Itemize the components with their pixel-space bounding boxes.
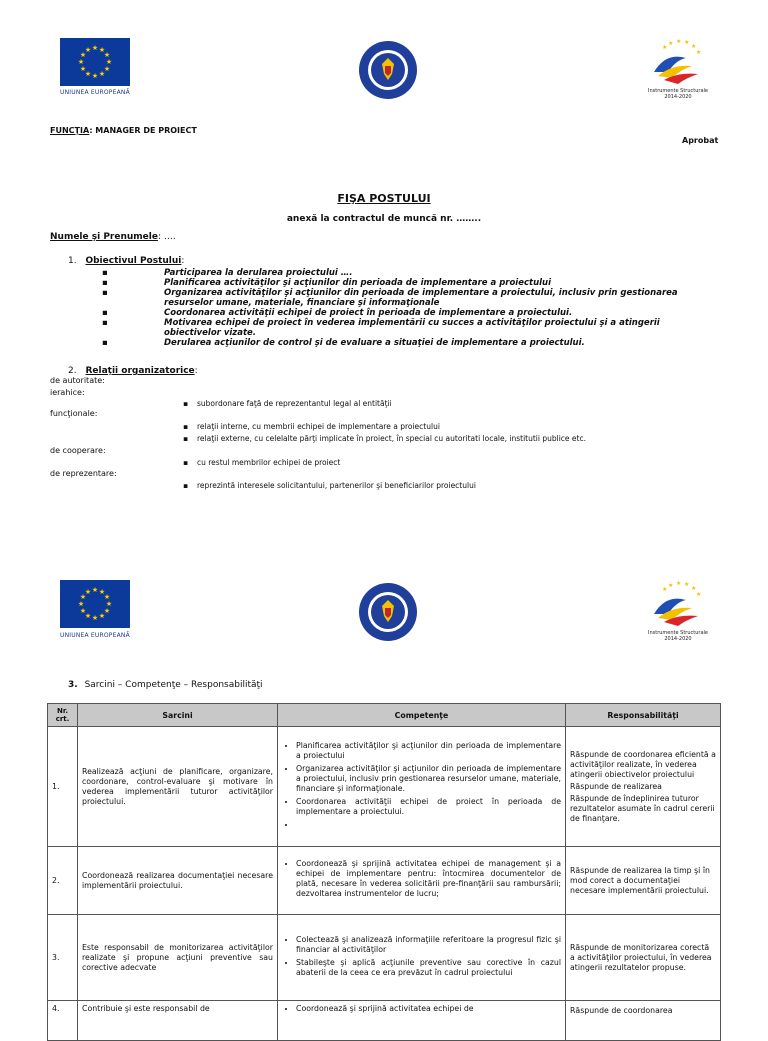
- function-label: FUNCŢIA: [50, 126, 90, 135]
- svg-text:★: ★: [84, 70, 92, 78]
- svg-text:★: ★: [103, 593, 111, 601]
- section-3-heading: [68, 680, 263, 690]
- svg-text:★: ★: [684, 581, 690, 588]
- government-seal-logo: [358, 40, 418, 100]
- section-2-colon: :: [194, 366, 198, 376]
- objective-item: ▪ Derularea acţiunilor de control şi de evaluare a situaţiei de implementare a proiectului.: [132, 338, 717, 348]
- svg-text:★: ★: [77, 600, 85, 608]
- responsibility-cell: [566, 915, 721, 1001]
- relation-item: ▪ reprezintă interesele solicitantului, partenerilor şi beneficiarilor proiectului: [183, 481, 717, 491]
- svg-text:★: ★: [91, 586, 99, 594]
- svg-text:★: ★: [84, 588, 92, 596]
- section-1-heading: [68, 256, 184, 266]
- svg-text:★: ★: [676, 580, 682, 587]
- svg-text:★: ★: [103, 51, 111, 59]
- objective-item: ▪ Planificarea activităţilor şi acţiunilor din perioada de implementare a proiectului: [132, 278, 717, 288]
- objective-item: ▪ Participarea la derularea proiectului ….: [132, 268, 717, 278]
- function-line: [50, 126, 197, 135]
- relation-item: ▪ subordonare faţă de reprezentantul legal al entităţii: [183, 399, 717, 409]
- table-row: [48, 847, 721, 915]
- section-2-title: Relaţii organizatorice: [85, 366, 195, 376]
- svg-text:★: ★: [668, 582, 674, 589]
- structural-instruments-logo: [646, 38, 710, 90]
- approved-label: Aprobat: [682, 136, 719, 145]
- name-line: [50, 232, 176, 242]
- eu-flag-logo: [60, 38, 130, 86]
- svg-text:★: ★: [105, 58, 113, 66]
- svg-text:★: ★: [105, 600, 113, 608]
- svg-text:★: ★: [696, 49, 702, 56]
- competence-cell: [278, 847, 566, 915]
- objective-item: ▪ Coordonarea activităţii echipei de proiect în perioada de implementare a proiectului.: [132, 308, 717, 318]
- relation-label-cooperation: de cooperare:: [50, 446, 106, 455]
- competence-item: • Coordonează şi sprijină activitatea echipei de: [296, 1004, 561, 1014]
- svg-text:★: ★: [84, 612, 92, 620]
- task-cell: Realizează acţiuni de planificare, organizare, coordonare, control-evaluare şi motivare în vederea implementării tuturor activităţilor proiectului.: [78, 727, 278, 847]
- is-caption: Instrumente Structurale 2014-2020: [648, 630, 708, 642]
- svg-text:★: ★: [79, 51, 87, 59]
- svg-text:★: ★: [98, 588, 106, 596]
- section-1-title: Obiectivul Postului: [85, 256, 182, 266]
- table-row: [48, 915, 721, 1001]
- eu-flag-logo: [60, 580, 130, 628]
- section-2-heading: [68, 366, 198, 376]
- responsibility-cell: [566, 847, 721, 915]
- competence-item: • Planificarea activităţilor şi acţiunilor din perioada de implementare a proiectului: [296, 741, 561, 761]
- svg-text:★: ★: [103, 607, 111, 615]
- objective-item: ▪ Motivarea echipei de proiect în vederea implementării cu succes a activităţilor proiectului şi a atingerii obiectivelor vizate.: [132, 318, 717, 338]
- responsibility-text: Răspunde de realizarea la timp şi în mod corect a documentaţiei necesare implementării proiectului.: [570, 865, 710, 895]
- objective-item: ▪ Organizarea activităţilor şi acţiunilor din perioada de implementare a proiectului, inclusiv prin gestionarea resurselor umane, materiale, financiare şi informaţionale: [132, 288, 717, 308]
- competence-cell: [278, 1001, 566, 1041]
- section-3-title: Sarcini – Competenţe – Responsabilităţi: [84, 680, 263, 690]
- relation-label-hierarchical: ierahice:: [50, 388, 85, 397]
- relation-item: ▪ relaţii interne, cu membrii echipei de implementare a proiectului: [183, 422, 717, 432]
- relation-item: ▪ relaţii externe, cu celelalte părţi implicate în proiect, în special cu autoritati locale, institutii publice etc.: [183, 434, 727, 444]
- competence-item: • Organizarea activităţilor şi acţiunilor din perioada de implementare a proiectului, inclusiv prin gestionarea resurselor umane, materiale, financiare şi informaţionale.: [296, 764, 561, 794]
- relation-label-authority: de autoritate:: [50, 376, 105, 385]
- responsibility-text: Răspunde de coordonarea eficientă a activităţilor realizate, în vederea atingerii obiectivelor proiectului: [570, 749, 716, 779]
- section-1-colon: :: [181, 256, 185, 266]
- relation-label-functional: funcţionale:: [50, 409, 98, 418]
- competence-item: • Coordonează şi sprijină activitatea echipei de management şi a echipei de implementare pentru: întocmirea documentelor de plată, necesare în vederea solicitării pre-finanţării sau rambursării; dezvoltarea instrumentelor de lucru;: [296, 859, 561, 899]
- row-number: 2.: [48, 847, 78, 915]
- task-cell: Coordonează realizarea documentaţiei necesare implementării proiectului.: [78, 847, 278, 915]
- eu-caption: UNIUNEA EUROPEANĂ: [60, 632, 130, 639]
- eu-caption: UNIUNEA EUROPEANĂ: [60, 89, 130, 96]
- document-subtitle: anexă la contractul de muncă nr. ……..: [286, 214, 482, 224]
- objectives-list: [132, 268, 717, 348]
- svg-text:★: ★: [662, 44, 668, 51]
- svg-text:★: ★: [98, 612, 106, 620]
- row-number: 3.: [48, 915, 78, 1001]
- svg-text:★: ★: [79, 593, 87, 601]
- responsibilities-table: [47, 703, 721, 1041]
- column-header-competente: Competenţe: [278, 704, 566, 727]
- svg-text:★: ★: [77, 58, 85, 66]
- responsibility-text: Răspunde de coordonarea: [570, 1006, 673, 1015]
- document-title: FIŞA POSTULUI: [337, 192, 431, 205]
- section-3-number: 3.: [68, 680, 78, 690]
- competence-cell: [278, 915, 566, 1001]
- row-number: 1.: [48, 727, 78, 847]
- svg-text:★: ★: [691, 585, 697, 592]
- responsibility-text: Răspunde de îndeplinirea tuturor rezultatelor asumate în cadrul cererii de finanţare.: [570, 793, 715, 823]
- column-header-nr: Nr. crt.: [48, 704, 78, 727]
- government-seal-logo: [358, 582, 418, 642]
- function-value: : MANAGER DE PROIECT: [89, 126, 197, 135]
- svg-text:★: ★: [98, 46, 106, 54]
- responsibility-cell: [566, 1001, 721, 1041]
- svg-text:★: ★: [662, 586, 668, 593]
- competence-item: • Coordonarea activităţii echipei de proiect în perioada de implementare a proiectului.: [296, 797, 561, 817]
- row-number: 4.: [48, 1001, 78, 1041]
- section-2-number: 2.: [68, 366, 77, 376]
- column-header-sarcini: Sarcini: [78, 704, 278, 727]
- svg-text:★: ★: [676, 38, 682, 45]
- svg-text:★: ★: [91, 44, 99, 52]
- table-row: [48, 727, 721, 847]
- table-row: [48, 1001, 721, 1041]
- competence-item-empty: [296, 820, 561, 830]
- table-header-row: [48, 704, 721, 727]
- svg-text:★: ★: [103, 65, 111, 73]
- responsibility-cell: [566, 727, 721, 847]
- competence-item: • Stabileşte şi aplică acţiunile preventive sau corective în cazul abaterii de la ceea ce era prevăzut în cadrul proiectului: [296, 958, 561, 978]
- svg-text:★: ★: [684, 39, 690, 46]
- svg-text:★: ★: [668, 40, 674, 47]
- is-caption: Instrumente Structurale 2014-2020: [648, 88, 708, 100]
- competence-item: • Colectează şi analizează informaţiile referitoare la progresul fizic şi financiar al activităţilor: [296, 935, 561, 955]
- competence-cell: [278, 727, 566, 847]
- svg-text:★: ★: [98, 70, 106, 78]
- svg-text:★: ★: [91, 614, 99, 622]
- column-header-responsabilitati: Responsabilităţi: [566, 704, 721, 727]
- responsibility-text: Răspunde de realizarea: [570, 781, 662, 791]
- name-label: Numele şi Prenumele: [50, 232, 158, 242]
- svg-text:★: ★: [84, 46, 92, 54]
- responsibility-text: Răspunde de monitorizarea corectă a activităţilor proiectului, în vederea atingerii rezultatelor propuse.: [570, 942, 712, 972]
- section-1-number: 1.: [68, 256, 77, 266]
- relation-item: ▪ cu restul membrilor echipei de proiect: [183, 458, 717, 468]
- svg-text:★: ★: [691, 43, 697, 50]
- task-cell: Este responsabil de monitorizarea activităţilor realizate şi propune acţiuni preventive sau corective adecvate: [78, 915, 278, 1001]
- svg-text:★: ★: [79, 65, 87, 73]
- svg-text:★: ★: [79, 607, 87, 615]
- svg-text:★: ★: [91, 72, 99, 80]
- svg-text:★: ★: [696, 591, 702, 598]
- name-value: : ….: [157, 232, 176, 242]
- task-cell: Contribuie şi este responsabil de: [78, 1001, 278, 1041]
- structural-instruments-logo: [646, 580, 710, 632]
- relation-label-representation: de reprezentare:: [50, 469, 117, 478]
